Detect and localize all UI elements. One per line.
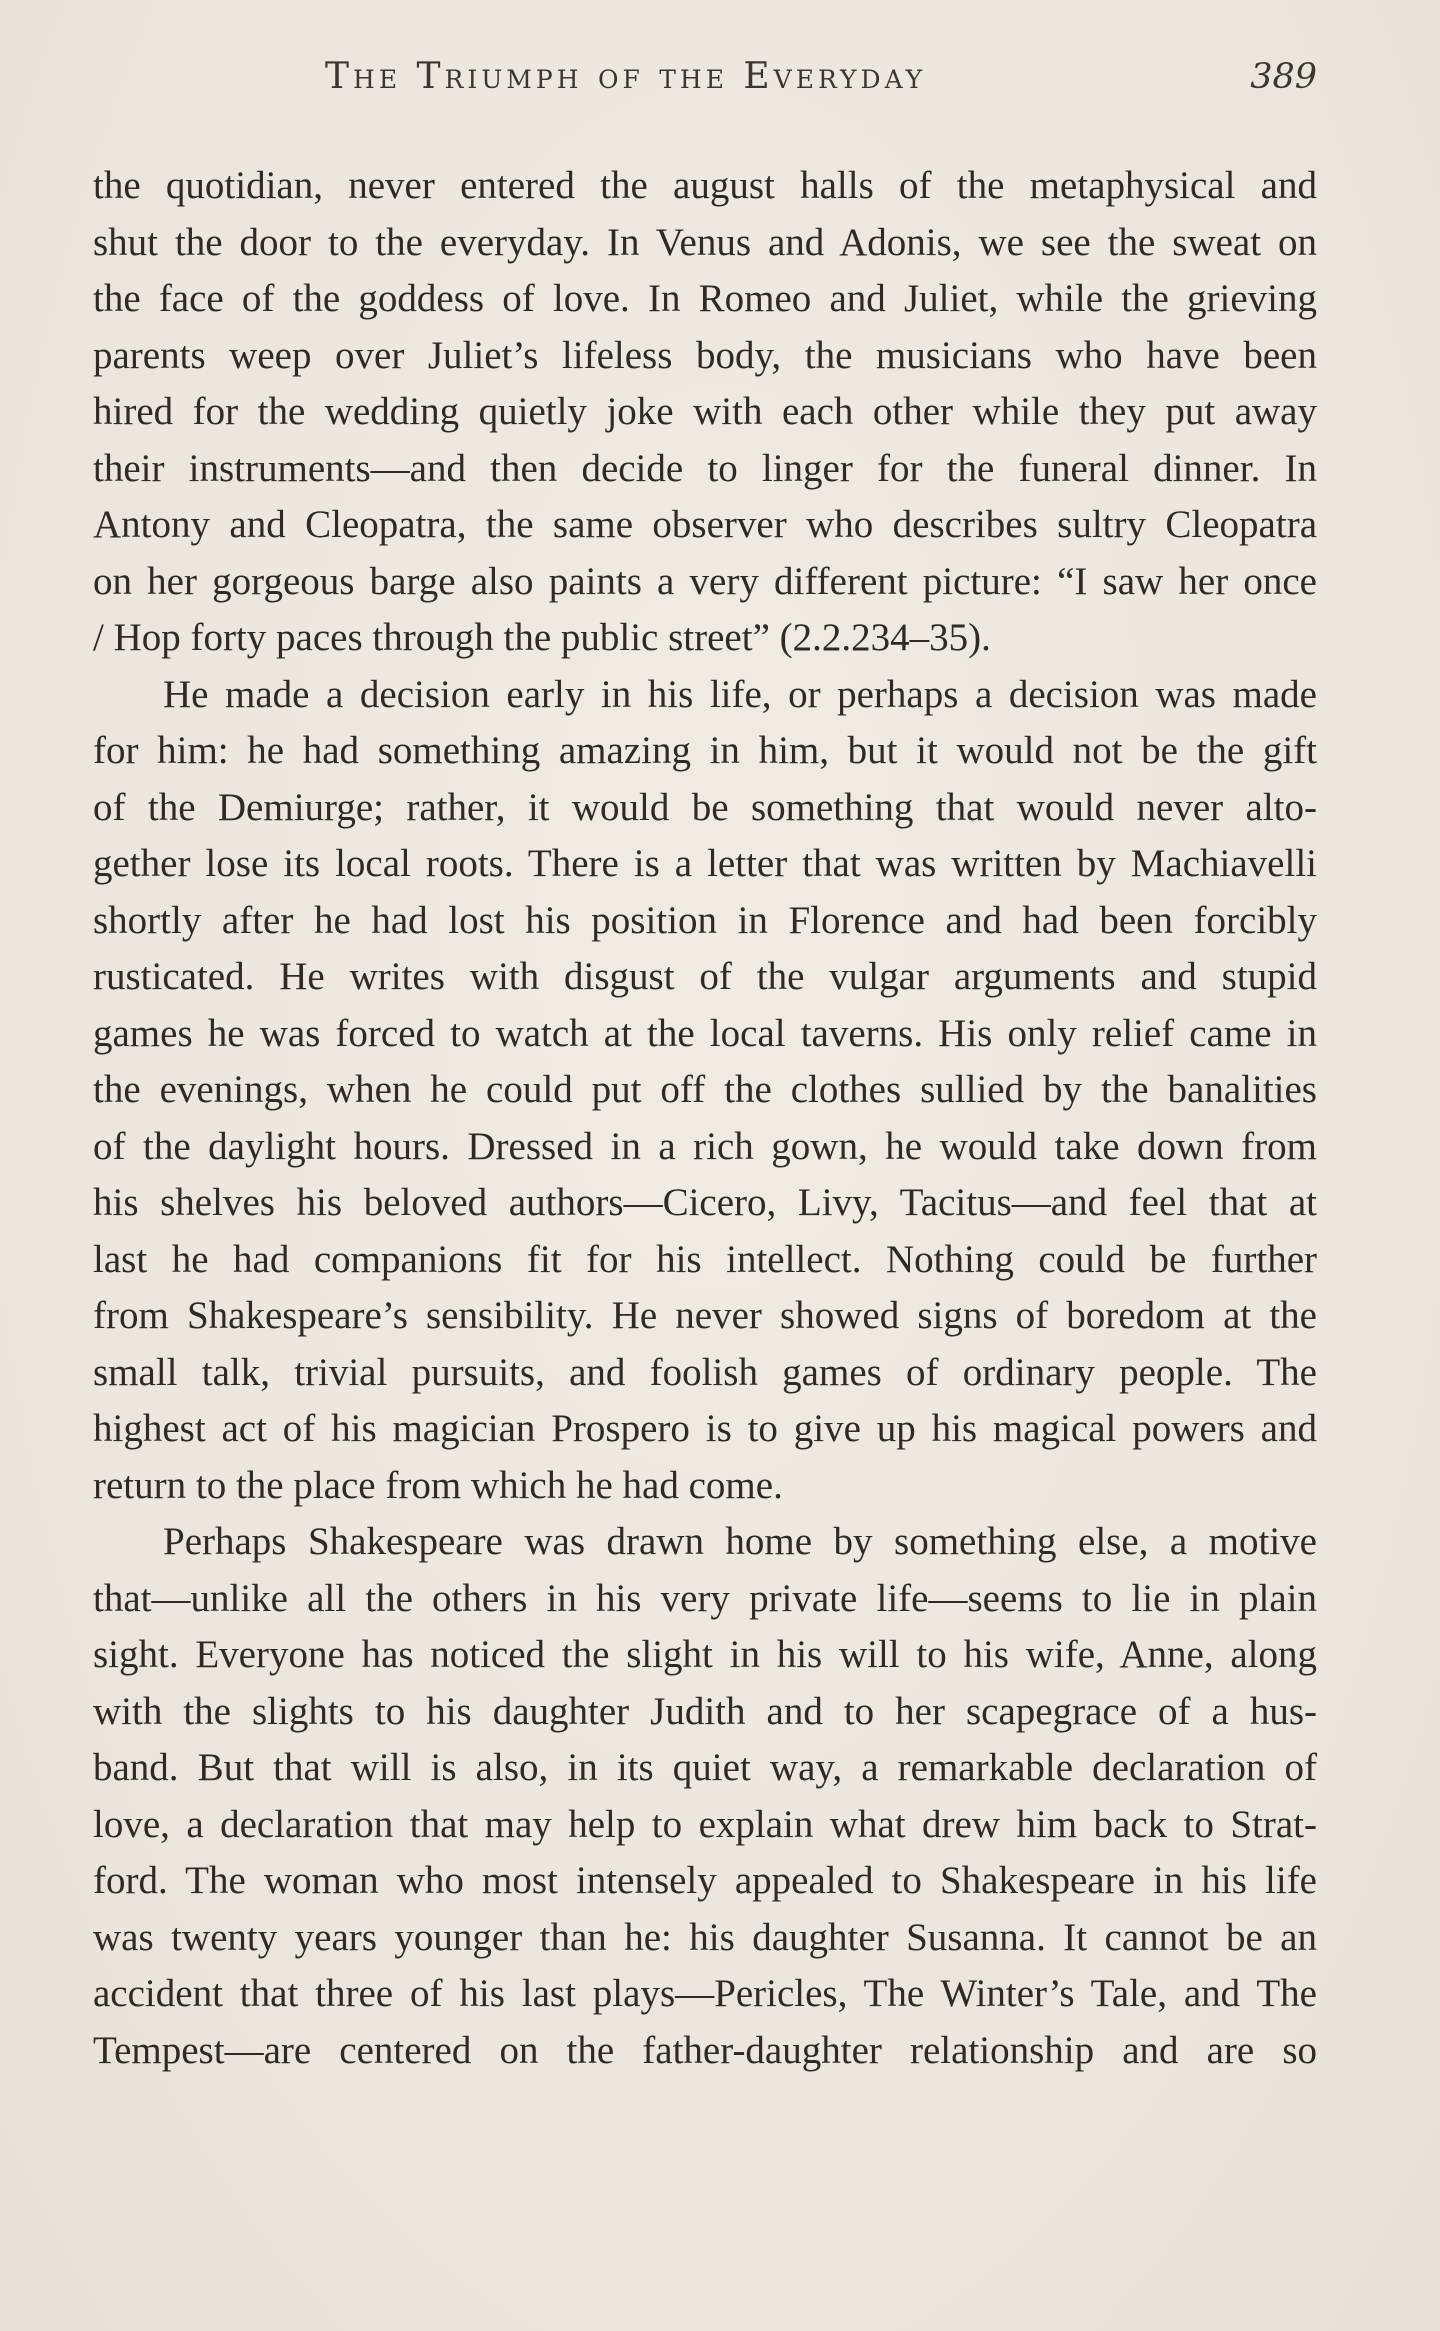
text-line: parents weep over Juliet’s lifeless body, the musicians who have been bbox=[93, 333, 1317, 377]
paragraph-2 bbox=[93, 667, 1317, 1515]
text-line: / Hop forty paces through the public street” (2.2.234–35). bbox=[93, 616, 991, 659]
text-line: sight. Everyone has noticed the slight in his will to his wife, Anne, along bbox=[93, 1633, 1317, 1676]
text-line: highest act of his magician Prospero is to give up his magical powers and bbox=[93, 1407, 1317, 1450]
text-line: accident that three of his last plays—Pericles, The Winter’s Tale, and The bbox=[93, 1972, 1317, 2015]
text-line: from Shakespeare’s sensibility. He never showed signs of boredom at the bbox=[93, 1294, 1317, 1337]
text-line: of the Demiurge; rather, it would be something that would never alto- bbox=[93, 785, 1317, 829]
text-line: on her gorgeous barge also paints a very different picture: “I saw her once bbox=[93, 559, 1317, 603]
text-line: shut the door to the everyday. In Venus and Adonis, we see the sweat on bbox=[93, 220, 1317, 264]
text-line: hired for the wedding quietly joke with each other while they put away bbox=[93, 390, 1317, 433]
text-line: Tempest—are centered on the father-daughter relationship and are so bbox=[93, 2028, 1317, 2072]
text-line: that—unlike all the others in his very private life—seems to lie in plain bbox=[93, 1576, 1317, 1620]
paragraph-3 bbox=[93, 1514, 1317, 2079]
text-line: gether lose its local roots. There is a letter that was written by Machiavelli bbox=[93, 842, 1317, 885]
text-line: last he had companions fit for his intellect. Nothing could be further bbox=[93, 1237, 1317, 1281]
text-line: small talk, trivial pursuits, and foolish games of ordinary people. The bbox=[93, 1350, 1317, 1394]
text-line: the face of the goddess of love. In Romeo and Juliet, while the grieving bbox=[93, 277, 1317, 320]
text-line: the evenings, when he could put off the clothes sullied by the banalities bbox=[93, 1068, 1317, 1111]
text-line: his shelves his beloved authors—Cicero, Livy, Tacitus—and feel that at bbox=[93, 1181, 1317, 1224]
page-number: 389 bbox=[1250, 57, 1317, 97]
text-line: band. But that will is also, in its quiet way, a remarkable declaration of bbox=[93, 1746, 1317, 1789]
text-line: He made a decision early in his life, or perhaps a decision was made bbox=[163, 672, 1317, 716]
text-line: rusticated. He writes with disgust of the vulgar arguments and stupid bbox=[93, 955, 1317, 998]
text-line: of the daylight hours. Dressed in a rich gown, he would take down from bbox=[93, 1124, 1317, 1168]
text-line: with the slights to his daughter Judith and to her scapegrace of a hus- bbox=[93, 1689, 1317, 1733]
text-line: for him: he had something amazing in him, but it would not be the gift bbox=[93, 729, 1317, 772]
text-line: shortly after he had lost his position in Florence and had been forcibly bbox=[93, 898, 1317, 942]
text-line: return to the place from which he had come. bbox=[93, 1463, 783, 1507]
text-line: ford. The woman who most intensely appealed to Shakespeare in his life bbox=[93, 1859, 1317, 1902]
text-line: games he was forced to watch at the local taverns. His only relief came in bbox=[93, 1011, 1317, 1055]
text-line: Antony and Cleopatra, the same observer who describes sultry Cleopatra bbox=[93, 503, 1317, 546]
text-line: their instruments—and then decide to linger for the funeral dinner. In bbox=[93, 446, 1317, 490]
text-line: Perhaps Shakespeare was drawn home by something else, a motive bbox=[163, 1520, 1317, 1563]
text-line: the quotidian, never entered the august halls of the metaphysical and bbox=[93, 164, 1317, 207]
paragraph-1 bbox=[93, 158, 1317, 667]
body-text bbox=[93, 158, 1317, 2079]
running-head bbox=[93, 52, 1317, 102]
running-title: The Triumph of the Everyday bbox=[325, 56, 927, 97]
text-line: love, a declaration that may help to explain what drew him back to Strat- bbox=[93, 1802, 1317, 1846]
text-line: was twenty years younger than he: his daughter Susanna. It cannot be an bbox=[93, 1915, 1317, 1959]
